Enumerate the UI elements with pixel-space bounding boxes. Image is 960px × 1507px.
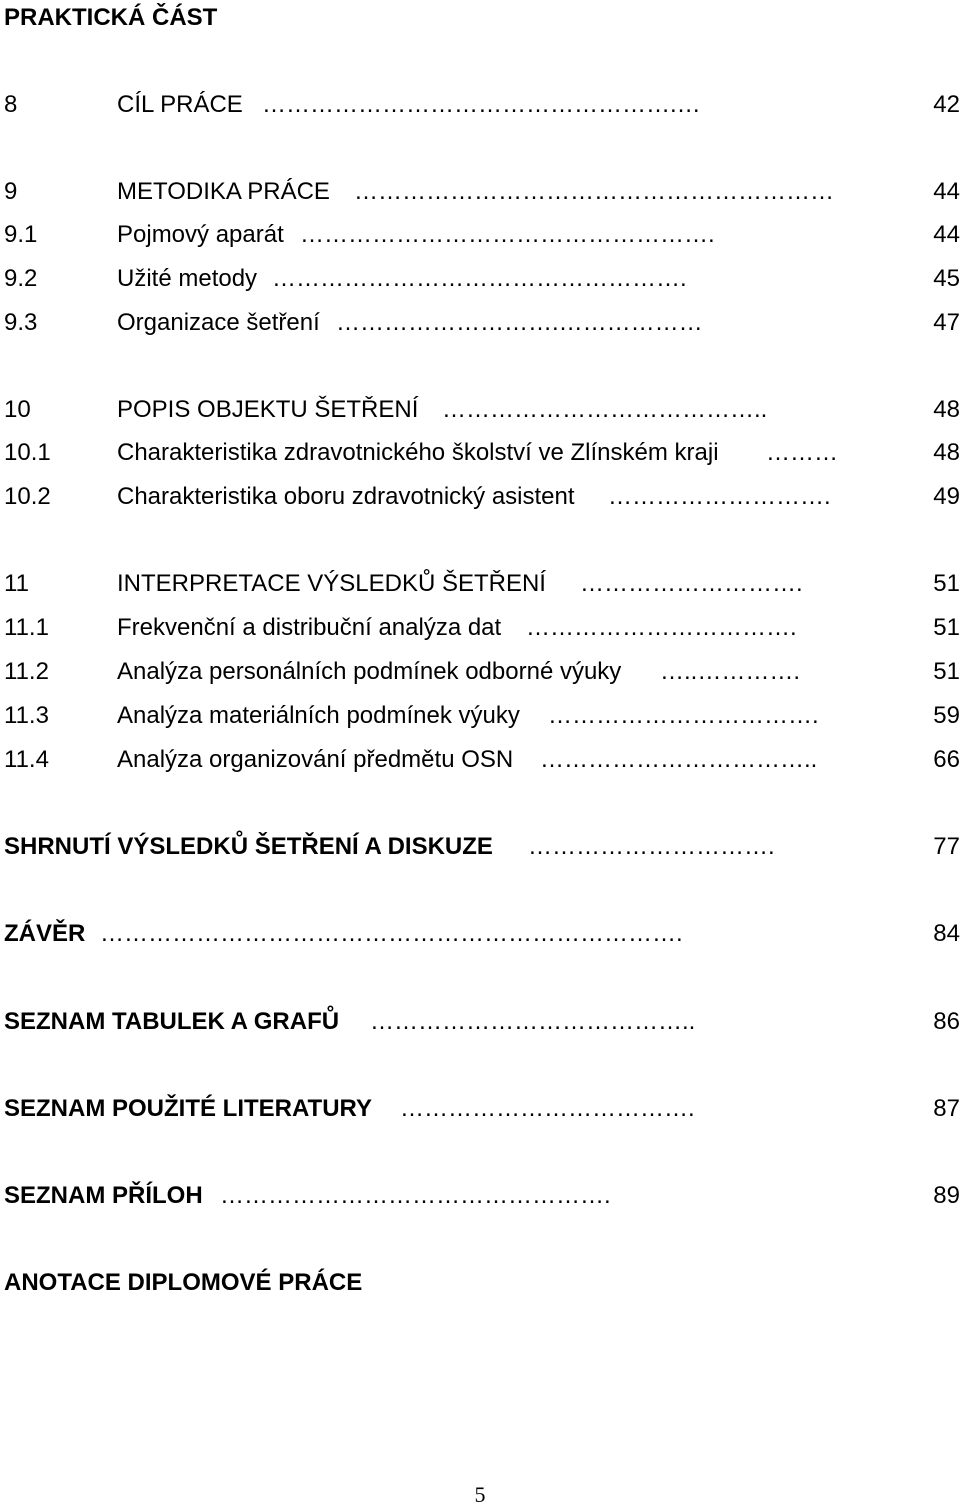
toc-title: SEZNAM TABULEK A GRAFŮ [4, 1008, 340, 1035]
toc-page: 77 [933, 833, 960, 860]
toc-page: 42 [933, 91, 960, 118]
toc-row-9 [0, 177, 960, 207]
toc-number: 11.1 [4, 614, 49, 641]
toc-title: POPIS OBJEKTU ŠETŘENÍ [117, 396, 419, 423]
toc-title: Analýza organizování předmětu OSN [117, 746, 514, 773]
toc-row-11-4 [0, 745, 960, 775]
toc-number: 9.1 [4, 221, 38, 248]
toc-leader: ………………………………….. [370, 1008, 696, 1035]
toc-row-10 [0, 395, 960, 425]
toc-leader: ……………………….……………… [336, 309, 703, 336]
toc-number: 9 [4, 178, 18, 205]
toc-leader: …………………………………………….… [262, 91, 701, 118]
toc-number: 9.2 [4, 265, 38, 292]
toc-page: 59 [933, 702, 960, 729]
toc-title: Analýza materiálních podmínek výuky [117, 702, 520, 729]
toc-row-11-2 [0, 657, 960, 687]
toc-title: SHRNUTÍ VÝSLEDKŮ ŠETŘENÍ A DISKUZE [4, 833, 493, 860]
toc-row-10-2 [0, 482, 960, 512]
toc-leader: …………………………………………………… [354, 178, 834, 205]
toc-number: 11 [4, 570, 29, 597]
toc-title: Frekvenční a distribuční analýza dat [117, 614, 502, 641]
toc-leader: ……………………………. [548, 702, 819, 729]
toc-row-tables [0, 1007, 960, 1037]
toc-row-appendices [0, 1181, 960, 1211]
toc-row-9-2 [0, 264, 960, 294]
toc-page: 49 [933, 483, 960, 510]
toc-row-conclusion [0, 919, 960, 949]
toc-leader: …………………………………………. [220, 1182, 611, 1209]
toc-leader: ………………………………….. [442, 396, 768, 423]
toc-page: 86 [933, 1008, 960, 1035]
toc-row-annotation [0, 1268, 960, 1298]
toc-number: 11.4 [4, 746, 49, 773]
page-number: 5 [474, 1482, 486, 1507]
toc-page: 84 [933, 920, 960, 947]
toc-title: ZÁVĚR [4, 920, 86, 947]
toc-leader: ……… [766, 439, 838, 466]
toc-row-8 [0, 90, 960, 120]
toc-leader: ………………………………………………………………. [100, 920, 683, 947]
toc-row-11 [0, 569, 960, 599]
toc-row-11-1 [0, 613, 960, 643]
toc-title: METODIKA PRÁCE [117, 178, 330, 205]
toc-title: Charakteristika oboru zdravotnický asistent [117, 483, 575, 510]
toc-title: INTERPRETACE VÝSLEDKŮ ŠETŘENÍ [117, 570, 546, 597]
toc-leader: …………………………. [528, 833, 775, 860]
toc-row-summary [0, 832, 960, 862]
toc-number: 11.3 [4, 702, 49, 729]
toc-number: 8 [4, 91, 18, 118]
toc-number: 9.3 [4, 309, 38, 336]
toc-title: SEZNAM PŘÍLOH [4, 1182, 203, 1209]
section-heading: PRAKTICKÁ ČÁST [4, 4, 218, 31]
toc-title: CÍL PRÁCE [117, 91, 243, 118]
toc-page: 47 [933, 309, 960, 336]
toc-row-10-1 [0, 438, 960, 468]
toc-row-literature [0, 1094, 960, 1124]
toc-title: Užité metody [117, 265, 258, 292]
toc-leader: ………………………………. [400, 1095, 695, 1122]
toc-page: 87 [933, 1095, 960, 1122]
toc-title: Analýza personálních podmínek odborné výuky [117, 658, 622, 685]
toc-number: 10 [4, 396, 31, 423]
toc-leader: ……………………………………………. [272, 265, 687, 292]
toc-number: 11.2 [4, 658, 49, 685]
toc-number: 10.2 [4, 483, 51, 510]
toc-leader: ………………………. [608, 483, 831, 510]
toc-leader: …..…………. [660, 658, 801, 685]
toc-page: 44 [933, 178, 960, 205]
toc-row-9-1 [0, 220, 960, 250]
toc-page: 48 [933, 439, 960, 466]
toc-title: ANOTACE DIPLOMOVÉ PRÁCE [4, 1269, 363, 1296]
toc-title: Charakteristika zdravotnického školství ve Zlínském kraji [117, 439, 719, 466]
toc-leader: ……………………………………………. [300, 221, 715, 248]
toc-row-11-3 [0, 701, 960, 731]
toc-title: Organizace šetření [117, 309, 320, 336]
toc-page: 89 [933, 1182, 960, 1209]
toc-page: 44 [933, 221, 960, 248]
toc-page: 66 [933, 746, 960, 773]
toc-number: 10.1 [4, 439, 51, 466]
toc-leader: ……………………………. [526, 614, 797, 641]
toc-page: 48 [933, 396, 960, 423]
toc-row-9-3 [0, 308, 960, 338]
toc-leader: ………………………. [580, 570, 803, 597]
toc-page: 45 [933, 265, 960, 292]
toc-title: Pojmový aparát [117, 221, 284, 248]
toc-title: SEZNAM POUŽITÉ LITERATURY [4, 1095, 372, 1122]
toc-page: 51 [933, 570, 960, 597]
toc-page: 51 [933, 658, 960, 685]
toc-leader: …………………………….. [540, 746, 818, 773]
toc-page: 51 [933, 614, 960, 641]
